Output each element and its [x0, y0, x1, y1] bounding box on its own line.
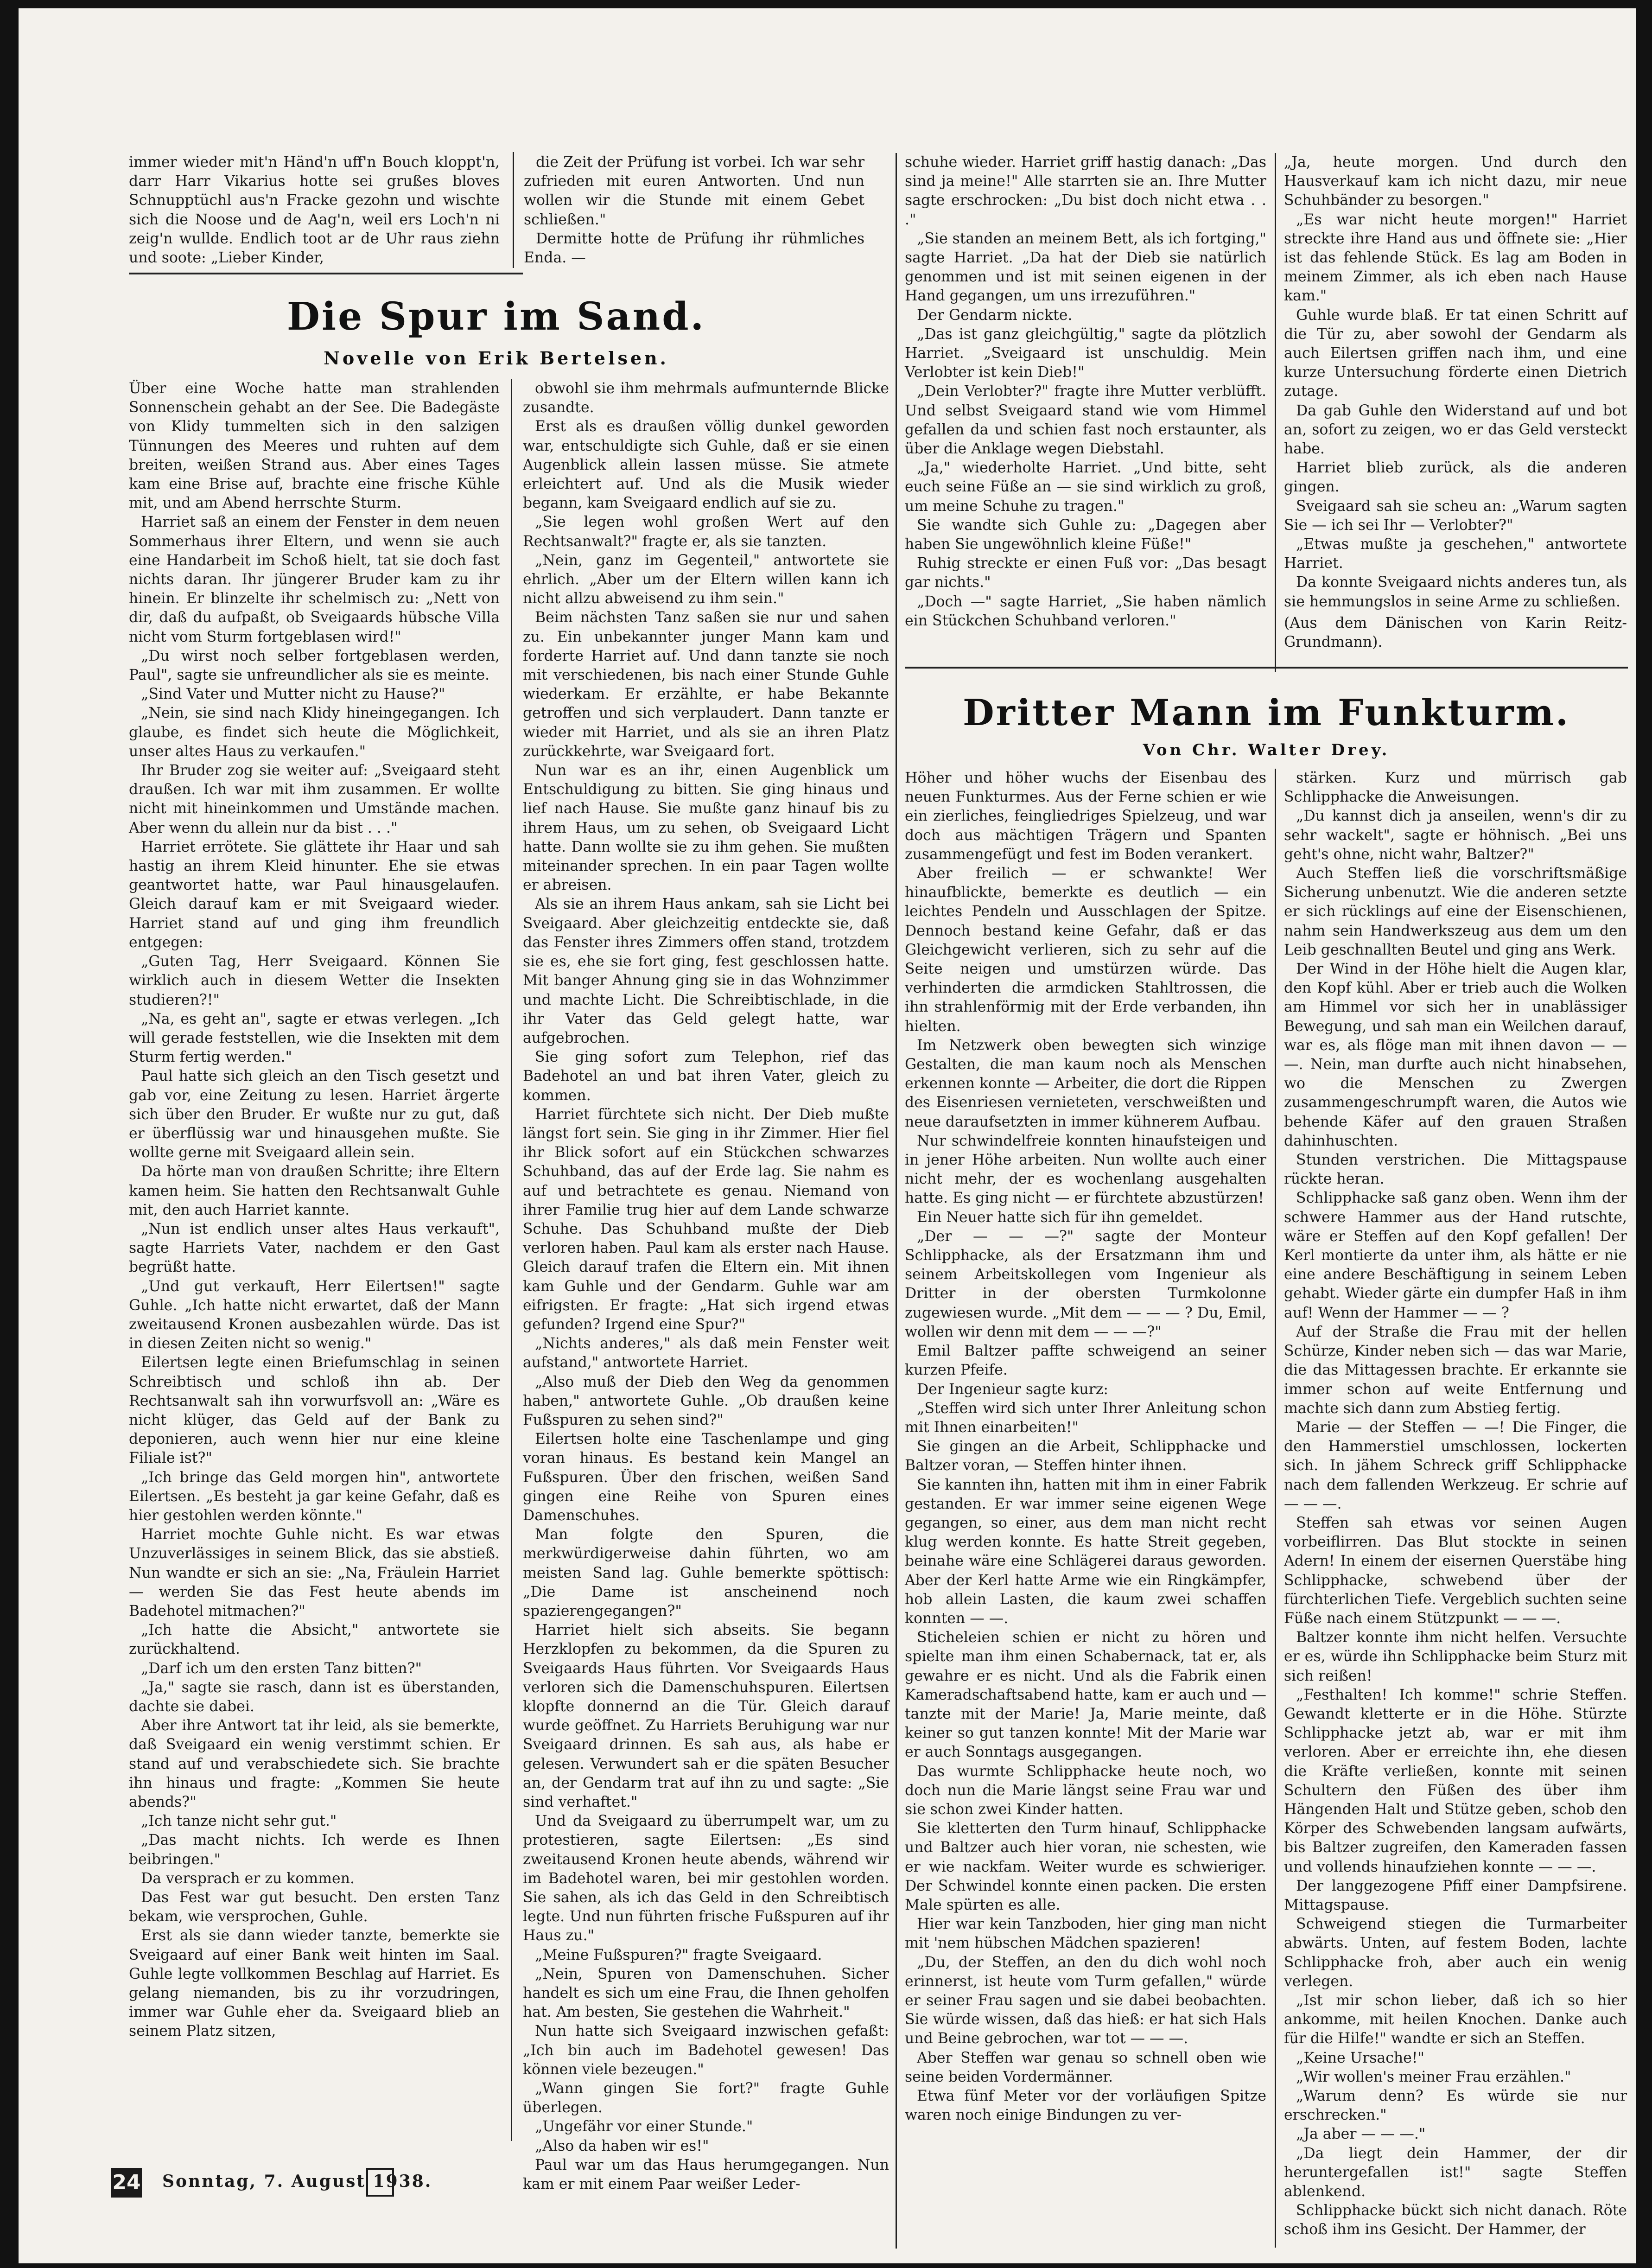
translator-note [1284, 614, 1627, 656]
paragraph: immer wieder mit'n Händ'n uff'n Bouch kloppt'n, darr Harr Vikarius hotte sei grußes bloves Schnupptüchl aus'n Fracke gezohn und wischte sich die Noose und de Aag'n, weil ers Loch'n ni zeig'n wullde. Endlich toot ar de Uhr raus ziehn und soote: „Lieber Kinder, [129, 154, 500, 267]
paragraph: „Sie legen wohl großen Wert auf den Rechtsanwalt?" fragte er, als sie tanzten. [523, 514, 889, 550]
paragraph: stärken. Kurz und mürrisch gab Schlipphacke die Anweisungen. [1284, 770, 1627, 806]
paragraph: Aber freilich — er schwankte! Wer hinaufblickte, bemerkte es deutlich — ein leichtes Pendeln und Ausschlagen der Spitze. Dennoch bestand keine Gefahr, daß er das Gleichgewicht verlieren, sich zu sehr auf die Seite neigen und umstürzen würde. Das verhinderten die armdicken Stahltrossen, die ihn strahlenförmig mit der Erde verbanden, ihn hielten. [905, 865, 1266, 1035]
paragraph: „Dein Verlobter?" fragte ihre Mutter verblüfft. Und selbst Sveigaard stand wie vom Himmel gefallen da und schien fast noch erstaunter, als über die Anklage wegen Diebstahl. [905, 383, 1266, 458]
paragraph: „Na, es geht an", sagte er etwas verlegen. „Ich will gerade feststellen, wie die Insekten mit dem Sturm fertig werden." [129, 1010, 500, 1066]
translator-credit: (Aus dem Dänischen von Karin Reitz-Grundmann). [1284, 615, 1627, 651]
story-byline: Novelle von Erik Bertelsen. [324, 348, 669, 369]
paragraph: Paul war um das Haus herumgegangen. Nun kam er mit einem Paar weißer Leder- [523, 2156, 889, 2193]
paragraph: die Zeit der Prüfung ist vorbei. Ich war sehr zufrieden mit euren Antworten. Und nun wollen wir die Stunde mit einem Gebet schließen." [524, 154, 864, 228]
paragraph: Sie wandte sich Guhle zu: „Dagegen aber haben Sie ungewöhnlich kleine Füße!" [905, 516, 1266, 553]
paragraph: Da konnte Sveigaard nichts anderes tun, als sie hemmungslos in seine Arme zu schließen. [1284, 574, 1627, 610]
paragraph: Harriet mochte Guhle nicht. Es war etwas Unzuverlässiges in seinem Blick, das sie abstieß. Nun wandte er sich an sie: „Na, Fräulein Harriet — werden Sie das Fest heute abends im Badehotel mitmachen?" [129, 1526, 500, 1619]
paragraph: Emil Baltzer paffte schweigend an seiner kurzen Pfeife. [905, 1343, 1266, 1379]
paragraph: „Warum denn? Es würde sie nur erschrecken." [1284, 2088, 1627, 2124]
paragraph: „Ja, heute morgen. Und durch den Hausverkauf kam ich nicht dazu, mir neue Schuhbänder zu besorgen." [1284, 154, 1627, 209]
paragraph: Das Fest war gut besucht. Den ersten Tanz bekam, wie versprochen, Guhle. [129, 1889, 500, 1925]
paragraph: Sticheleien schien er nicht zu hören und spielte man ihm einen Schabernack, tat er, als gewahre er es nicht. Und als die Fabrik einen Kameradschaftsabend hatte, kam er auch und — tanzte mit der Marie! Ja, Marie meinte, daß keiner so gut tanzen konnte! Mit der Marie war er auch Sonntags ausgegangen. [905, 1629, 1267, 1761]
paragraph: Eilertsen legte einen Briefumschlag in seinen Schreibtisch und schloß ihn ab. Der Rechtsanwalt sah ihn vorwurfsvoll an: „Wäre es nicht klüger, das Geld auf der Bank zu deponieren, auch wenn hier nur eine kleine Filiale ist?" [129, 1354, 500, 1467]
story-title-2: Dritter Mann im Funkturm. [962, 692, 1570, 734]
paragraph: „Nein, sie sind nach Klidy hineingegangen. Ich glaube, es findet sich heute die Möglichkeit, unser altes Haus zu verkaufen." [129, 705, 500, 760]
paragraph: Sie gingen an die Arbeit, Schlipphacke und Baltzer voran, — Steffen hinter ihnen. [905, 1438, 1266, 1474]
paragraph: schuhe wieder. Harriet griff hastig danach: „Das sind ja meine!" Alle starrten sie an. Ihre Mutter sagte erschrocken: „Du bist doch nicht etwa . . ." [905, 154, 1266, 228]
paragraph: Steffen sah etwas vor seinen Augen vorbeiflirren. Das Blut stockte in seinen Adern! In einem der eisernen Querstäbe hing Schlipphacke, schwebend über der fürchterlichen Tiefe. Vergeblich suchten seine Füße nach einem Stützpunkt — — —. [1284, 1514, 1627, 1627]
story2-column-1 [905, 769, 1266, 2243]
story1-column-1 [129, 379, 500, 2132]
story2-column-2 [1284, 769, 1627, 2243]
page-number: 24 [111, 2168, 142, 2198]
paragraph: „Du, der Steffen, an den du dich wohl noch erinnerst, ist heute vom Turm gefallen," würde er seiner Frau sagen und sie dabei beobachten. Sie würde wissen, daß das hieß: er hat sich Hals und Beine gebrochen, war tot — — —. [905, 1954, 1266, 2047]
continued-text-left [129, 153, 500, 269]
paragraph: Auf der Straße die Frau mit der hellen Schürze, Kinder neben sich — das war Marie, die das Mittagessen brachte. Er erkannte sie immer schon auf weite Entfernung und machte sich dann zum Abstieg fertig. [1284, 1323, 1627, 1417]
paragraph: Aber Steffen war genau so schnell oben wie seine beiden Vordermänner. [905, 2049, 1266, 2085]
paragraph: Harriet saß an einem der Fenster in dem neuen Sommerhaus ihrer Eltern, und wenn sie auch eine Handarbeit im Schoß hielt, tat sie doch fast nichts daran. Ihr jüngerer Bruder kam zu ihr hinein. Er blinzelte ihr schelmisch zu: „Nett von dir, daß du aufpaßt, ob Sveigaards hübsche Villa nicht vom Sturm fortgeblasen wird!" [129, 514, 500, 645]
paragraph: Aber ihre Antwort tat ihr leid, als sie bemerkte, daß Sveigaard ein wenig verstimmt schien. Er stand auf und verabschiedete sich. Sie brachte ihn hinaus und fragte: „Kommen Sie heute abends?" [129, 1717, 500, 1811]
paragraph: „Ich bringe das Geld morgen hin", antwortete Eilertsen. „Es besteht ja gar keine Gefahr, daß es hier gestohlen werden könnte." [129, 1469, 500, 1524]
paragraph: Höher und höher wuchs der Eisenbau des neuen Funkturmes. Aus der Ferne schien er wie ein zierliches, feingliedriges Spielzeug, und war doch aus mächtigen Trägern und Spanten zusammengefügt und fest im Boden verankert. [905, 770, 1266, 863]
paragraph: „Doch —" sagte Harriet, „Sie haben nämlich ein Stückchen Schuhband verloren." [905, 593, 1266, 629]
paragraph: „Ja," wiederholte Harriet. „Und bitte, seht euch seine Füße an — sie sind wirklich zu groß, um meine Schuhe zu tragen." [905, 459, 1266, 515]
paragraph: Dermitte hotte de Prüfung ihr rühmliches Enda. — [524, 230, 864, 267]
paragraph: „Sie standen an meinem Bett, als ich fortging," sagte Harriet. „Da hat der Dieb sie natürlich genommen und ist mit seinen eigenen in der Hand gegangen, um uns irrezuführen." [905, 230, 1266, 305]
paragraph: „Ungefähr vor einer Stunde." [535, 2118, 753, 2135]
paragraph: Im Netzwerk oben bewegten sich winzige Gestalten, die man kaum noch als Menschen erkennen konnte — Arbeiter, die dort die Rippen des Eisenriesen vernieteten, verschweißten und neue daraufsetzten in immer kühnerem Aufbau. [905, 1037, 1266, 1130]
paragraph: „Es war nicht heute morgen!" Harriet streckte ihre Hand aus und öffnete sie: „Hier ist das fehlende Stück. Es lag am Boden in meinem Zimmer, als ich eben nach Hause kam." [1284, 211, 1627, 305]
paragraph: Und da Sveigaard zu überrumpelt war, um zu protestieren, sagte Eilertsen: „Es sind zweitausend Kronen heute abends, während wir im Badehotel waren, bei mir gestohlen worden. Sie sahen, als ich das Geld in den Schreibtisch legte. Und nun führten frische Fußspuren auf ihr Haus zu." [523, 1813, 889, 1944]
paragraph: Marie — der Steffen — —! Die Finger, die den Hammerstiel umschlossen, lockerten sich. In jähem Schreck griff Schlipphacke nach dem fallenden Werkzeug. Er schrie auf — — —. [1284, 1419, 1627, 1512]
page-footer [111, 2168, 1224, 2210]
paragraph: „Ich tanze nicht sehr gut." [141, 1813, 337, 1830]
paragraph: „Keine Ursache!" [1296, 2049, 1424, 2066]
paragraph: Schweigend stiegen die Turmarbeiter abwärts. Unten, auf festem Boden, lachte Schlipphacke froh, aber auch ein wenig verlegen. [1284, 1916, 1627, 1990]
paragraph: Das wurmte Schlipphacke heute noch, wo doch nun die Marie längst seine Frau war und sie schon zwei Kinder hatten. [905, 1763, 1266, 1818]
paragraph: Sie kannten ihn, hatten mit ihm in einer Fabrik gestanden. Er war immer seine eigenen Wege gegangen, so einer, aus dem man nicht recht klug werden konnte. Es hatte Streit gegeben, beinahe wäre eine Schlägerei daraus geworden. Aber der Kerl hatte Arme wie ein Ringkämpfer, hob allein Lasten, die kaum zwei schaffen konnten — —. [905, 1476, 1266, 1627]
paragraph: „Da liegt dein Hammer, der dir heruntergefallen ist!" sagte Steffen ablenkend. [1284, 2145, 1627, 2200]
story1-column-2 [523, 379, 889, 2197]
paragraph: „Also da haben wir es!" [535, 2137, 709, 2154]
paragraph: „Guten Tag, Herr Sveigaard. Können Sie wirklich auch in diesem Wetter die Insekten studieren?!" [129, 953, 500, 1008]
story1-column-3 [905, 153, 1266, 654]
paragraph: Stunden verstrichen. Die Mittagspause rückte heran. [1284, 1152, 1627, 1188]
paragraph: „Das macht nichts. Ich werde es Ihnen beibringen." [129, 1832, 500, 1868]
paragraph: Ein Neuer hatte sich für ihn gemeldet. [917, 1209, 1203, 1226]
paragraph: Baltzer konnte ihm nicht helfen. Versuchte er es, würde ihn Schlipphacke beim Sturz mit sich reißen! [1284, 1629, 1627, 1684]
paragraph: Der Wind in der Höhe hielt die Augen klar, den Kopf kühl. Aber er trieb auch die Wolken am Himmel vor sich her in unablässiger Bewegung, und sah man ein Weilchen darauf, war es, als flöge man mit ihnen davon — — —. Nein, man durfte auch nicht hinabsehen, wo die Menschen zu Zwergen zusammengeschrumpft waren, die Autos wie behende Käfer auf den grauen Straßen dahinhuschten. [1284, 961, 1627, 1149]
newspaper-page [19, 8, 1636, 2263]
paragraph: Da versprach er zu kommen. [141, 1870, 355, 1887]
column-rule [513, 152, 514, 268]
paragraph: „Ist mir schon lieber, daß ich so hier ankomme, mit heilen Knochen. Danke auch für die Hilfe!" wandte er sich an Steffen. [1284, 1992, 1627, 2047]
paragraph: Guhle wurde blaß. Er tat einen Schritt auf die Tür zu, aber sowohl der Gendarm als auch Eilertsen griffen nach ihm, und eine kurze Untersuchung förderte einen Dietrich zutage. [1284, 306, 1627, 400]
paragraph: Ruhig streckte er einen Fuß vor: „Das besagt gar nichts." [905, 555, 1266, 591]
story1-column-4 [1284, 153, 1627, 610]
paragraph: obwohl sie ihm mehrmals aufmunternde Blicke zusandte. [523, 380, 889, 416]
paragraph: „Wir wollen's meiner Frau erzählen." [1296, 2068, 1571, 2085]
story-byline-2: Von Chr. Walter Drey. [1143, 741, 1390, 759]
column-rule [511, 379, 512, 2141]
paragraph: „Nein, Spuren von Damenschuhen. Sicher handelt es sich um eine Frau, die Ihnen geholfen hat. Am besten, Sie gestehen die Wahrheit." [523, 1965, 889, 2021]
paragraph: „Der — — —?" sagte der Monteur Schlipphacke, als der Ersatzmann ihm und seinem Arbeitskollegen vom Ingenieur als Dritter in der obersten Turmkolonne zugewiesen wurde. „Mit dem — — — ? Du, Emil, wollen wir denn mit dem — — —?" [905, 1228, 1266, 1340]
paragraph: Sie kletterten den Turm hinauf, Schlipphacke und Baltzer auch hier voran, nie schesten, wie er wie nackfam. Weiter wurde es schwieriger. Der Schwindel konnte einen packen. Die ersten Male spürten es alle. [905, 1820, 1266, 1913]
section-divider [905, 667, 1628, 669]
paragraph: „Steffen wird sich unter Ihrer Anleitung schon mit Ihnen einarbeiten!" [905, 1400, 1266, 1436]
paragraph: Erst als es draußen völlig dunkel geworden war, entschuldigte sich Guhle, daß er sie einen Augenblick allein lassen müsse. Sie atmete erleichtert auf. Und als die Musik wieder begann, kam Sveigaard endlich auf sie zu. [523, 418, 889, 512]
column-rule [1275, 769, 1276, 2248]
paragraph: Paul hatte sich gleich an den Tisch gesetzt und gab vor, eine Zeitung zu lesen. Harriet ärgerte sich über den Bruder. Er wußte nur zu gut, daß er überflüssig war und hinausgehen mußte. Sie wollte gerne mit Sveigaard allein sein. [129, 1068, 500, 1161]
paragraph: Schlipphacke saß ganz oben. Wenn ihm der schwere Hammer aus der Hand rutschte, wäre er Steffen auf den Kopf gefallen! Der Kerl montierte da unter ihm, als hätte er nie eine andere Beschäftigung in seinem Leben gehabt. Wieder gärte ein dumpfer Haß in ihm auf! Wenn der Hammer — — ? [1284, 1190, 1627, 1321]
paragraph: „Wann gingen Sie fort?" fragte Guhle überlegen. [523, 2080, 889, 2116]
paragraph: „Darf ich um den ersten Tanz bitten?" [141, 1660, 422, 1677]
column-rule [1275, 153, 1276, 672]
paragraph: Harriet hielt sich abseits. Sie begann Herzklopfen zu bekommen, da die Spuren zu Sveigaards Haus führten. Vor Sveigaards Haus verloren sich die Damenschuhspuren. Eilertsen klopfte donnernd an die Tür. Gleich darauf wurde geöffnet. Zu Harriets Beruhigung war nur Sveigaard drinnen. Es sah aus, als habe er gelesen. Verwundert sah er die späten Besucher an, der Gendarm trat auf ihn zu und sagte: „Sie sind verhaftet." [523, 1622, 889, 1811]
paragraph: Der Ingenieur sagte kurz: [917, 1381, 1108, 1398]
paragraph: Der Gendarm nickte. [917, 306, 1073, 324]
paragraph: „Festhalten! Ich komme!" schrie Steffen. Gewandt kletterte er in die Höhe. Stürzte Schlipphacke jetzt ab, war er mit ihm verloren. Aber er erreichte ihn, ehe diesen die Kräfte verließen, konnte mit seinen Schultern den Füßen des über ihm Hängenden Halt und Stütze geben, schob den Körper des Schwebenden langsam aufwärts, bis Baltzer zugreifen, den Kameraden fassen und vollends hinaufziehen konnte — — —. [1284, 1686, 1627, 1875]
paragraph: Harriet errötete. Sie glättete ihr Haar und sah hastig an ihrem Kleid hinunter. Ehe sie etwas geantwortet hatte, war Paul hinausgelaufen. Gleich darauf kam er mit Sveigaard wieder. Harriet stand auf und ging ihm freundlich entgegen: [129, 838, 500, 951]
paragraph: Harriet blieb zurück, als die anderen gingen. [1284, 459, 1627, 496]
paragraph: „Ja aber — — —." [1296, 2126, 1426, 2143]
paragraph: Nur schwindelfreie konnten hinaufsteigen und in jener Höhe arbeiten. Nun wollte auch einer nicht mehr, der es wochenlang ausgehalten hatte. Es ging nicht — er fürchtete abzustürzen! [905, 1132, 1266, 1207]
continued-text-right [524, 153, 864, 274]
paragraph: „Du kannst dich ja anseilen, wenn's dir zu sehr wackelt", sagte er höhnisch. „Bei uns geht's ohne, nicht wahr, Baltzer?" [1284, 808, 1627, 863]
paragraph: Nun hatte sich Sveigaard inzwischen gefaßt: „Ich bin auch im Badehotel gewesen! Das können viele bezeugen." [523, 2023, 889, 2078]
paragraph: „Du wirst noch selber fortgeblasen werden, Paul", sagte sie unfreundlicher als sie es meinte. [129, 647, 500, 684]
publisher-logo [366, 2168, 394, 2197]
paragraph: Harriet fürchtete sich nicht. Der Dieb mußte längst fort sein. Sie ging in ihr Zimmer. Hier fiel ihr Blick sofort auf ein Stückchen schwarzes Schuhband, das auf der Erde lag. Sie nahm es auf und betrachtete es genau. Niemand von ihrer Familie trug hier auf dem Lande schwarze Schuhe. Das Schuhband mußte der Dieb verloren haben. Paul kam als erster nach Hause. Gleich darauf trafen die Eltern ein. Mit ihnen kam Guhle und der Gendarm. Guhle war am eifrigsten. Er fragte: „Hat sich irgend etwas gefunden? Irgend eine Spur?" [523, 1106, 889, 1333]
paragraph: Etwa fünf Meter vor der vorläufigen Spitze waren noch einige Bindungen zu ver- [905, 2088, 1266, 2124]
paragraph: „Nein, ganz im Gegenteil," antwortete sie ehrlich. „Aber um der Eltern willen kann ich nicht allzu abweisend zu ihm sein." [523, 552, 889, 607]
paragraph: „Nun ist endlich unser altes Haus verkauft", sagte Harriets Vater, nachdem er den Gast begrüßt hatte. [129, 1220, 500, 1276]
paragraph: „Ja," sagte sie rasch, dann ist es überstanden, dachte sie dabei. [129, 1679, 500, 1715]
paragraph: „Und gut verkauft, Herr Eilertsen!" sagte Guhle. „Ich hatte nicht erwartet, daß der Mann zweitausend Kronen ausbezahlen würde. Das ist in diesen Zeiten nicht so wenig." [129, 1278, 500, 1352]
paragraph: Erst als sie dann wieder tanzte, bemerkte sie Sveigaard auf einer Bank weit hinten im Saal. Guhle legte vollkommen Beschlag auf Harriet. Es gelang niemanden, bis zu ihr vorzudringen, immer war Guhle eher da. Sveigaard blieb an seinem Platz sitzen, [129, 1927, 500, 2040]
paragraph: Ihr Bruder zog sie weiter auf: „Sveigaard steht draußen. Ich war mit ihm zusammen. Er wollte nicht mit hineinkommen und Umstände machen. Aber wenn du allein nur da bist . . ." [129, 762, 500, 836]
paragraph: Beim nächsten Tanz saßen sie nur und sahen zu. Ein unbekannter junger Mann kam und forderte Harriet auf. Und dann tanzte sie noch mit verschiedenen, bis nach einer Stunde Guhle wiederkam. Er erzählte, er habe Bekannte getroffen und sich verplaudert. Dann tanzte er wieder mit Harriet, und als sie an ihren Platz zurückkehrte, war Sveigaard fort. [523, 609, 889, 760]
paragraph: „Sind Vater und Mutter nicht zu Hause?" [141, 686, 445, 703]
paragraph: „Nichts anderes," als daß mein Fenster weit aufstand," antwortete Harriet. [523, 1335, 889, 1371]
paragraph: Sie ging sofort zum Telephon, rief das Badehotel an und bat ihren Vater, gleich zu kommen. [523, 1049, 889, 1104]
paragraph: Der langgezogene Pfiff einer Dampfsirene. Mittagspause. [1284, 1877, 1627, 1913]
paragraph: Sveigaard sah sie scheu an: „Warum sagten Sie — ich sei Ihr — Verlobter?" [1284, 497, 1627, 534]
paragraph: „Ich hatte die Absicht," antwortete sie zurückhaltend. [129, 1622, 500, 1658]
paragraph: „Etwas mußte ja geschehen," antwortete Harriet. [1284, 536, 1627, 572]
paragraph: „Also muß der Dieb den Weg da genommen haben," antwortete Guhle. „Ob draußen keine Fußspuren zu sehen sind?" [523, 1373, 889, 1428]
paragraph: Auch Steffen ließ die vorschriftsmäßige Sicherung unbenutzt. Wie die anderen setzte er sich rücklings auf eine der Eisenschienen, nahm sein Handwerkszeug aus dem um den Leib geschnallten Beutel und ging ans Werk. [1284, 865, 1627, 958]
section-divider [129, 273, 523, 274]
paragraph: Da gab Guhle den Widerstand auf und bot an, sofort zu zeigen, wo er das Geld versteckt habe. [1284, 402, 1627, 458]
paragraph: Man folgte den Spuren, die merkwürdigerweise dahin führten, wo am meisten Sand lag. Guhle bemerkte spöttisch: „Die Dame ist anscheinend noch spazierengegangen?" [523, 1526, 889, 1619]
issue-date: Sonntag, 7. August 1938. [162, 2172, 432, 2191]
story-title: Die Spur im Sand. [286, 294, 706, 339]
paragraph: Hier war kein Tanzboden, hier ging man nicht mit 'nem hübschen Mädchen spazieren! [905, 1916, 1266, 1952]
paragraph: Da hörte man von draußen Schritte; ihre Eltern kamen heim. Sie hatten den Rechtsanwalt Guhle mit, den auch Harriet kannte. [129, 1163, 500, 1218]
column-rule [896, 153, 897, 2249]
paragraph: Über eine Woche hatte man strahlenden Sonnenschein gehabt an der See. Die Badegäste von Klidy tummelten sich in den salzigen Tünnungen des Meeres und ruhten auf dem breiten, weißen Strand aus. Aber eines Tages kam eine Brise auf, brachte eine frische Kühle mit, und am Abend herrschte Sturm. [129, 380, 500, 512]
paragraph: Nun war es an ihr, einen Augenblick um Entschuldigung zu bitten. Sie ging hinaus und lief nach Hause. Sie mußte ganz hinauf bis zu ihrem Haus, um zu sehen, ob Sveigaard Licht hatte. Dann wollte sie zu ihm gehen. Sie mußten miteinander sprechen. In ein paar Tagen wollte er abreisen. [523, 762, 889, 894]
paragraph: Eilertsen holte eine Taschenlampe und ging voran hinaus. Es bestand kein Mangel an Fußspuren. Über den frischen, weißen Sand gingen eine Reihe von Spuren eines Damenschuhes. [523, 1431, 889, 1524]
paragraph: „Das ist ganz gleichgültig," sagte da plötzlich Harriet. „Sveigaard ist unschuldig. Mein Verlobter ist kein Dieb!" [905, 325, 1266, 381]
paragraph: Schlipphacke bückt sich nicht danach. Röte schoß ihm ins Gesicht. Der Hammer, der [1284, 2202, 1627, 2238]
paragraph: Als sie an ihrem Haus ankam, sah sie Licht bei Sveigaard. Aber gleichzeitig entdeckte sie, daß das Fenster ihres Zimmers offen stand, trotzdem sie es, ehe sie fort ging, fest geschlossen hatte. Mit banger Ahnung ging sie in das Wohnzimmer und machte Licht. Die Schreibtischlade, in die ihr Vater das Geld gelegt hatte, war aufgebrochen. [523, 896, 889, 1046]
paragraph: „Meine Fußspuren?" fragte Sveigaard. [535, 1946, 822, 1963]
